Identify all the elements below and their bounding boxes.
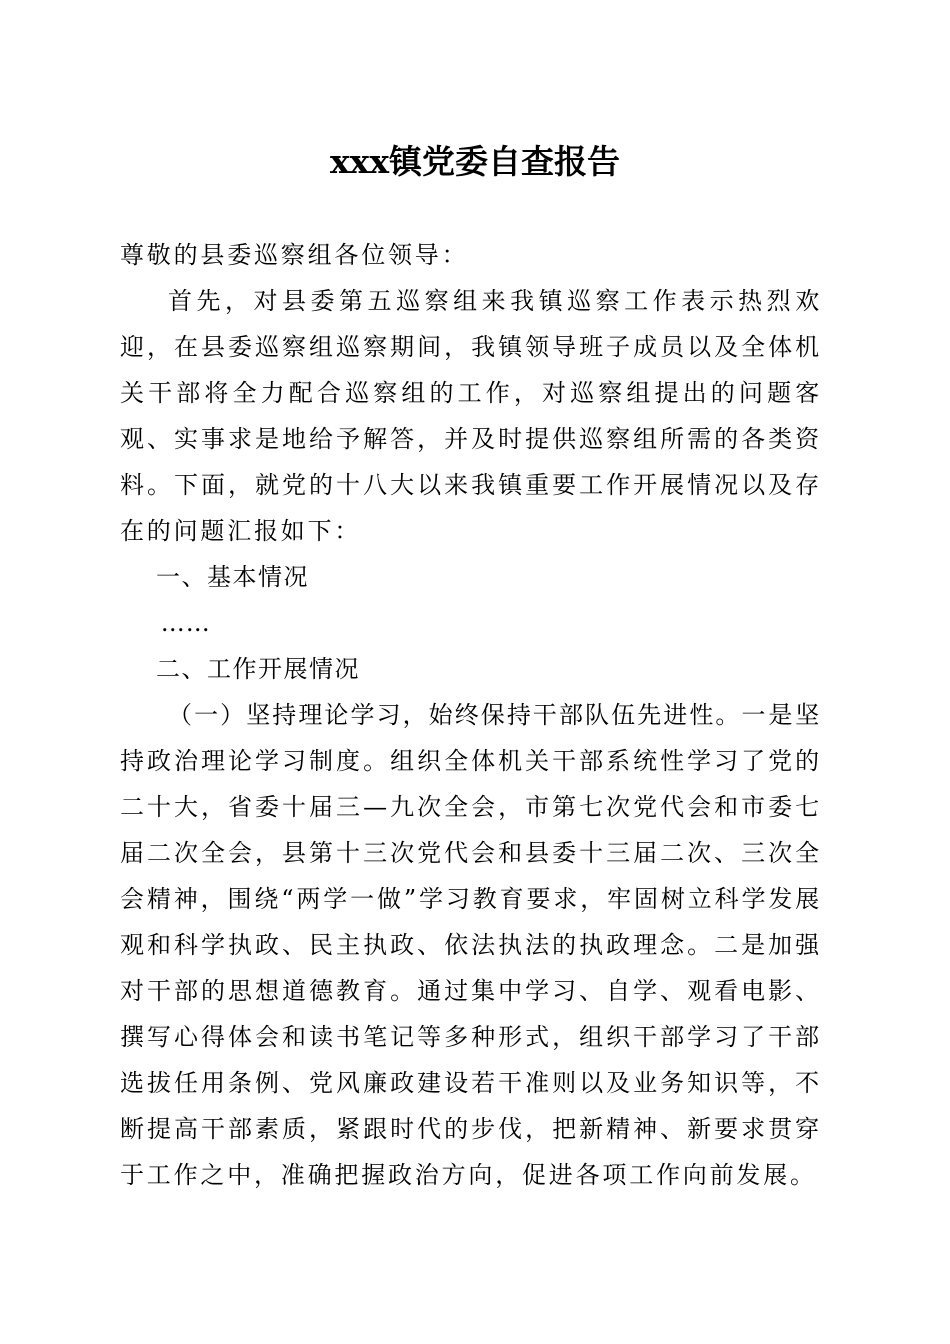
subsection-paragraph bbox=[120, 692, 822, 1198]
section-heading-basic-situation: 一、基本情况 bbox=[156, 563, 309, 591]
document-body bbox=[120, 232, 822, 1198]
section-ellipsis: …… bbox=[160, 609, 211, 637]
intro-paragraph: 首先，对县委第五巡察组来我镇巡察工作表示热烈欢迎，在县委巡察组巡察期间，我镇领导班子成员以及全体机关干部将全力配合巡察组的工作，对巡察组提出的问题客观、实事求是地给予解答，并及时提供巡察组所需的各类资料。下面，就党的十八大以来我镇重要工作开展情况以及存在的问题汇报如下： bbox=[120, 287, 822, 545]
subsection-heading: （一）坚持理论学习，始终保持干部队伍先进性。 bbox=[168, 701, 742, 729]
section-heading-work-progress: 二、工作开展情况 bbox=[156, 655, 360, 683]
document-title: xxx镇党委自查报告 bbox=[329, 142, 621, 181]
subsection-body: 一是坚持政治理论学习制度。组织全体机关干部系统性学习了党的二十大，省委十届三—九次全会，市第七次党代会和市委七届二次全会，县第十三次党代会和县委十三届二次、三次全会精神，围绕“两学一做”学习教育要求，牢固树立科学发展观和科学执政、民主执政、依法执法的执政理念。二是加强对干部的思想道德教育。通过集中学习、自学、观看电影、撰写心得体会和读书笔记等多种形式，组织干部学习了干部选拔任用条例、党风廉政建设若干准则以及业务知识等，不断提高干部素质，紧跟时代的步伐，把新精神、新要求贯穿于工作之中，准确把握政治方向，促进各项工作向前发展。 bbox=[120, 701, 823, 1189]
salutation: 尊敬的县委巡察组各位领导： bbox=[120, 241, 469, 269]
